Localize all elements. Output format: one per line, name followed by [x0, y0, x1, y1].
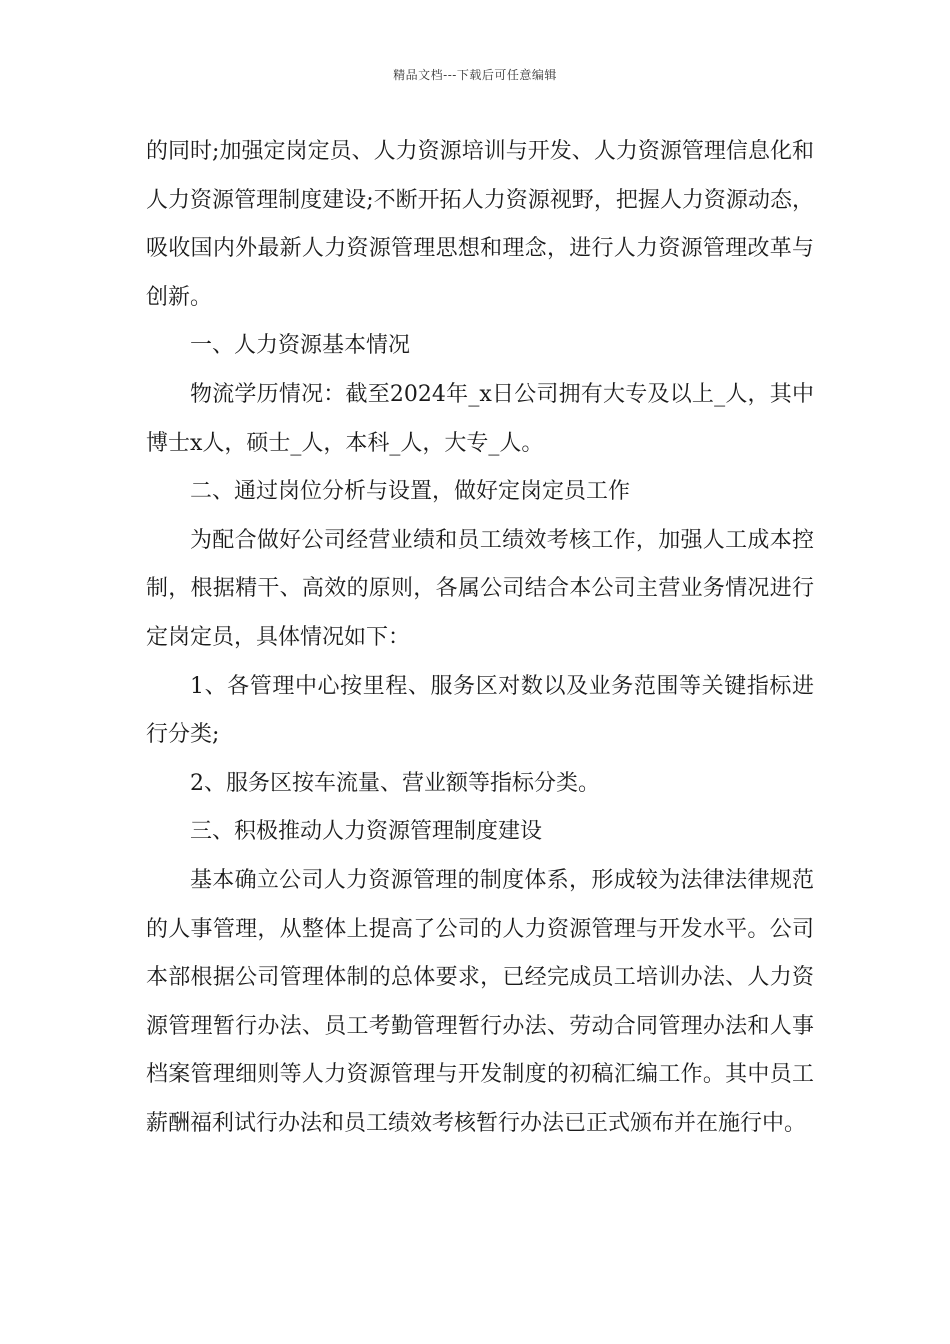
paragraph-education: 物流学历情况：截至2024年_x日公司拥有大专及以上_人，其中博士x人，硕士_人，本科_人，大专_人。 — [146, 381, 814, 456]
section-heading-3: 三、积极推动人力资源管理制度建设 — [190, 819, 543, 845]
paragraph-continuation: 的同时;加强定岗定员、人力资源培训与开发、人力资源管理信息化和人力资源管理制度建设;不断开拓人力资源视野，把握人力资源动态，吸收国内外最新人力资源管理思想和理念，进行人力资源管理改革与创新。 — [146, 139, 814, 310]
page-header: 精品文档---下载后可任意编辑 — [393, 68, 557, 82]
paragraph-staffing: 为配合做好公司经营业绩和员工绩效考核工作，加强人工成本控制，根据精干、高效的原则，各属公司结合本公司主营业务情况进行定岗定员，具体情况如下： — [146, 527, 814, 650]
section-heading-2: 二、通过岗位分析与设置，做好定岗定员工作 — [190, 479, 631, 505]
paragraph-system: 基本确立公司人力资源管理的制度体系，形成较为法律法律规范的人事管理，从整体上提高了公司的人力资源管理与开发水平。公司本部根据公司管理体制的总体要求，已经完成员工培训办法、人力资源管理暂行办法、员工考勤管理暂行办法、劳动合同管理办法和人事档案管理细则等人力资源管理与开发制度的初稿汇编工作。其中员工薪酬福利试行办法和员工绩效考核暂行办法已正式颁布并在施行中。 — [146, 867, 814, 1136]
section-heading-1: 一、人力资源基本情况 — [190, 333, 411, 359]
list-item-2: 2、服务区按车流量、营业额等指标分类。 — [190, 770, 600, 796]
list-item-1: 1、各管理中心按里程、服务区对数以及业务范围等关键指标进行分类; — [146, 673, 814, 748]
document-body — [146, 128, 814, 1148]
